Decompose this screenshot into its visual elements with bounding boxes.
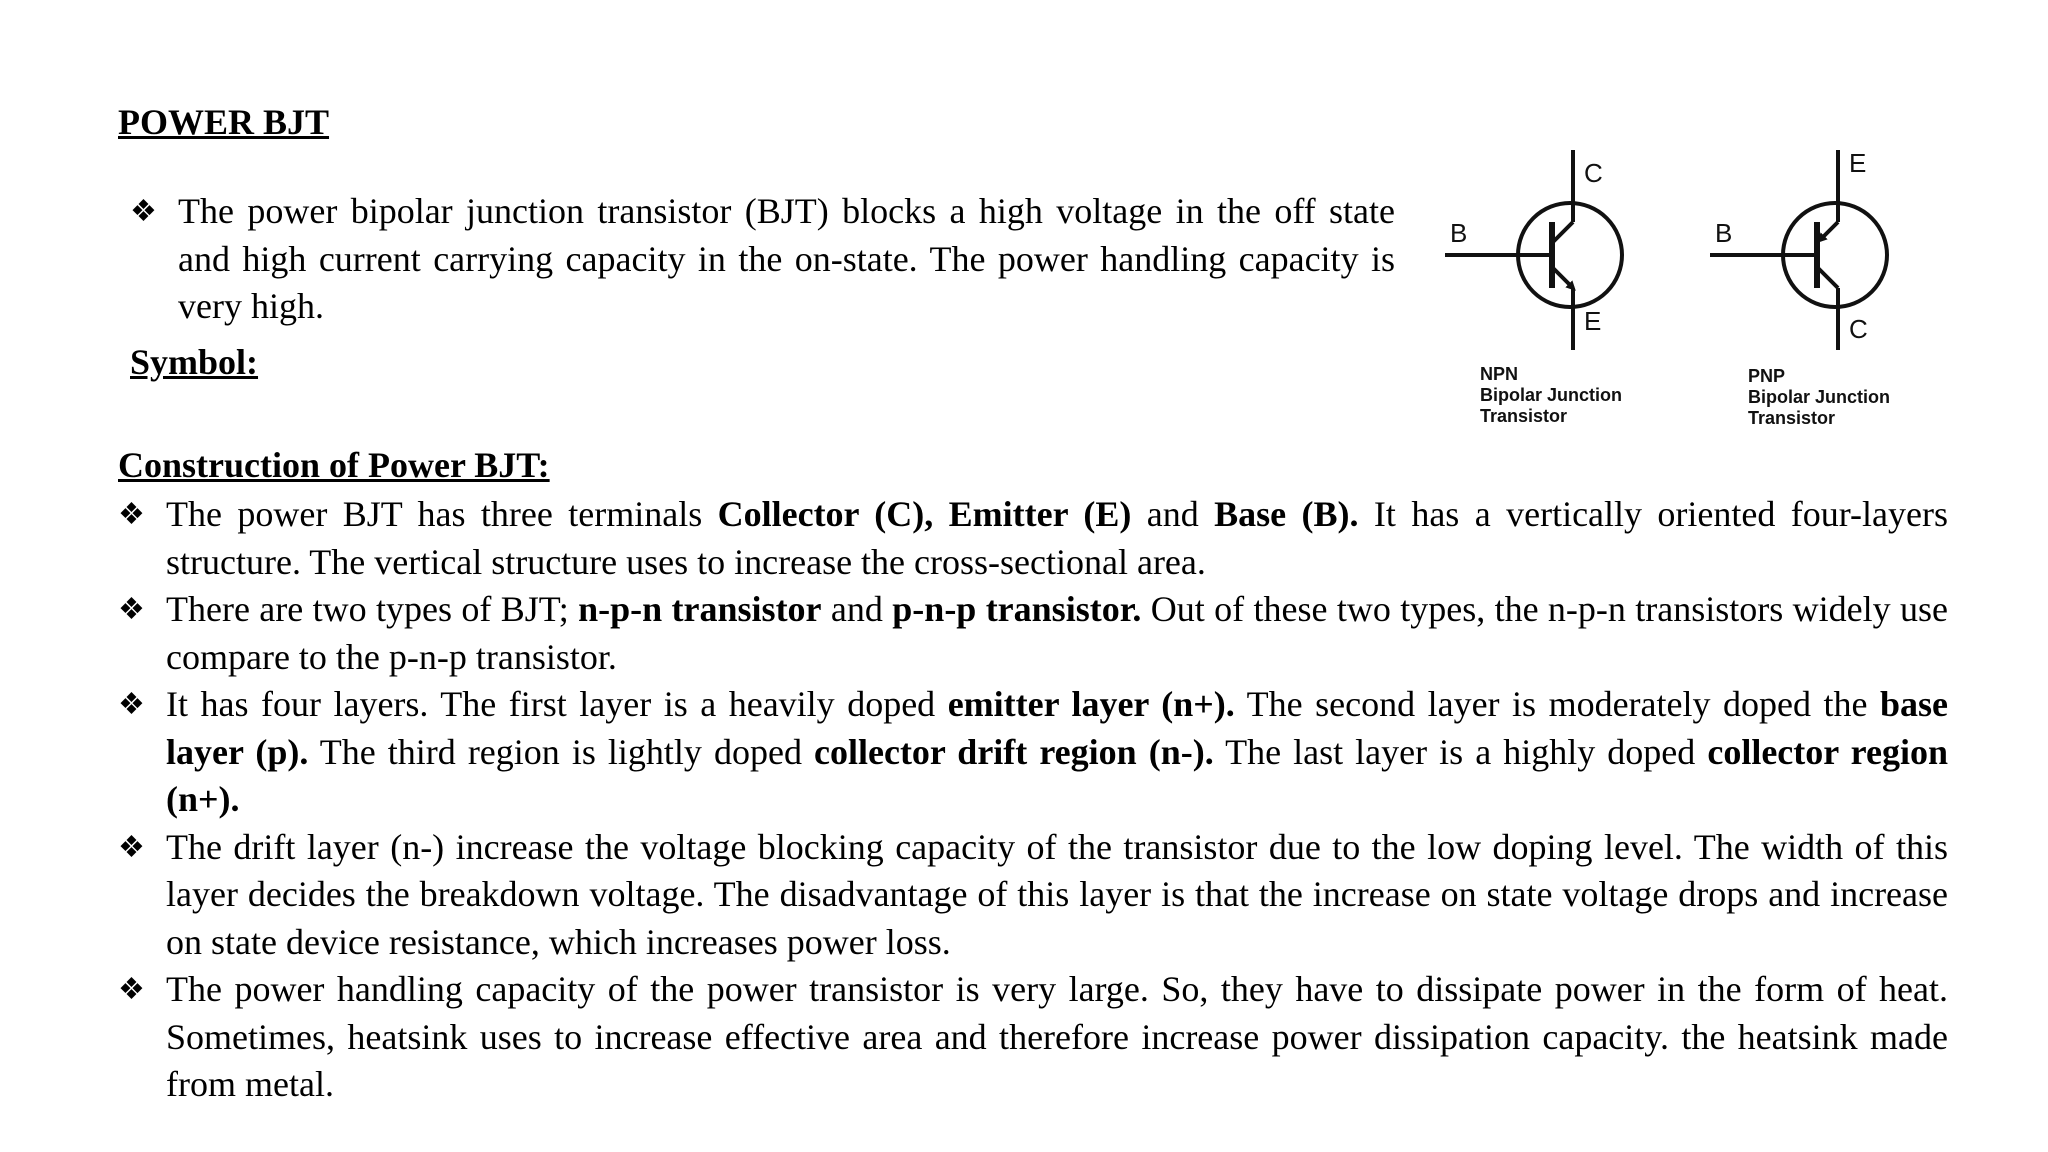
npn-caption-line: Bipolar Junction [1480, 385, 1623, 405]
list-item-text [166, 491, 1948, 586]
bullet-diamond-icon: ❖ [118, 593, 145, 626]
bullet-diamond-icon: ❖ [130, 195, 157, 228]
text-run: The power BJT has three terminals [166, 494, 718, 534]
bold-term: n-p-n transistor [578, 589, 822, 629]
list-item [118, 681, 1948, 824]
text-run: The drift layer (n-) increase the voltage blocking capacity of the transistor due to the low doping level. The width of this layer decides the breakdown voltage. The disadvantage of this layer is that the increase on state voltage drops and increase on state device resistance, which increases power loss. [166, 826, 1948, 962]
construction-list [118, 491, 1948, 1109]
bold-term: Base (B). [1214, 494, 1359, 534]
bold-term: p-n-p transistor. [892, 589, 1142, 629]
npn-emitter-label: E [1584, 306, 1602, 336]
npn-emitter-arrow [1552, 267, 1573, 288]
text-run: The third region is lightly doped [308, 731, 814, 772]
list-item-text [166, 586, 1948, 681]
bold-term: collector drift region (n-). [814, 731, 1214, 772]
pnp-emitter-arrow [1820, 222, 1838, 240]
text-run: The power handling capacity of the power transistor is very large. So, they have to dissipate power in the form of heat. Sometimes, heatsink uses to increase effective area and therefore increase power dissipation capacity. the heatsink made from metal. [166, 969, 1948, 1104]
symbol-heading: Symbol: [130, 342, 259, 382]
text-run: and [1131, 494, 1215, 534]
bold-term: Collector (C), Emitter (E) [717, 494, 1132, 534]
pnp-symbol [1710, 148, 1887, 350]
list-item-text [166, 681, 1948, 824]
construction-heading: Construction of Power BJT: [118, 445, 550, 485]
pnp-emitter-label: E [1849, 148, 1867, 178]
intro-text: The power bipolar junction transistor (BJT) blocks a high voltage in the off state and high current carrying capacity in the on-state. The power handling capacity is very high. [178, 191, 1395, 326]
text-run: The second layer is moderately doped the [1234, 684, 1880, 724]
bullet-diamond-icon: ❖ [118, 973, 145, 1006]
bullet-diamond-icon: ❖ [118, 688, 145, 721]
list-item [118, 586, 1948, 681]
pnp-caption [1748, 366, 1890, 429]
text-run: There are two types of BJT; [166, 589, 579, 629]
transistor-symbols-figure [1420, 140, 1980, 440]
pnp-base-label: B [1715, 218, 1733, 248]
pnp-caption-line: Bipolar Junction [1748, 387, 1891, 407]
npn-base-label: B [1450, 218, 1468, 248]
npn-caption-line: Transistor [1480, 406, 1568, 426]
npn-caption [1480, 364, 1622, 427]
intro-paragraph [130, 188, 1395, 331]
text-run: It has a vertically oriented four-layers structure. The vertical structure uses to increase the cross-sectional area. [166, 494, 1948, 582]
list-item [118, 966, 1948, 1109]
text-run: The last layer is a highly doped [1213, 731, 1708, 772]
npn-caption-line: NPN [1480, 364, 1519, 384]
list-item [118, 824, 1948, 967]
page-title: POWER BJT [118, 102, 330, 142]
pnp-caption-line: PNP [1748, 366, 1786, 386]
list-item [118, 491, 1948, 586]
npn-collector-label: C [1584, 158, 1603, 188]
bold-term: emitter layer (n+). [947, 684, 1235, 724]
bullet-diamond-icon: ❖ [118, 830, 145, 864]
bold-term: collector region (n+). [166, 731, 1948, 819]
pnp-collector-diag [1817, 267, 1838, 288]
text-run: It has four layers. The first layer is a heavily doped [166, 684, 948, 724]
list-item-text [166, 824, 1948, 967]
bold-term: base layer (p). [166, 684, 1948, 772]
pnp-caption-line: Transistor [1748, 408, 1836, 428]
npn-symbol [1445, 150, 1622, 350]
list-item-text [166, 966, 1948, 1109]
text-run: Out of these two types, the n-p-n transistors widely use compare to the p-n-p transistor. [166, 589, 1948, 677]
pnp-collector-label: C [1849, 314, 1868, 344]
bullet-diamond-icon: ❖ [118, 498, 145, 531]
text-run: and [821, 589, 893, 629]
npn-collector-diag [1552, 222, 1573, 243]
